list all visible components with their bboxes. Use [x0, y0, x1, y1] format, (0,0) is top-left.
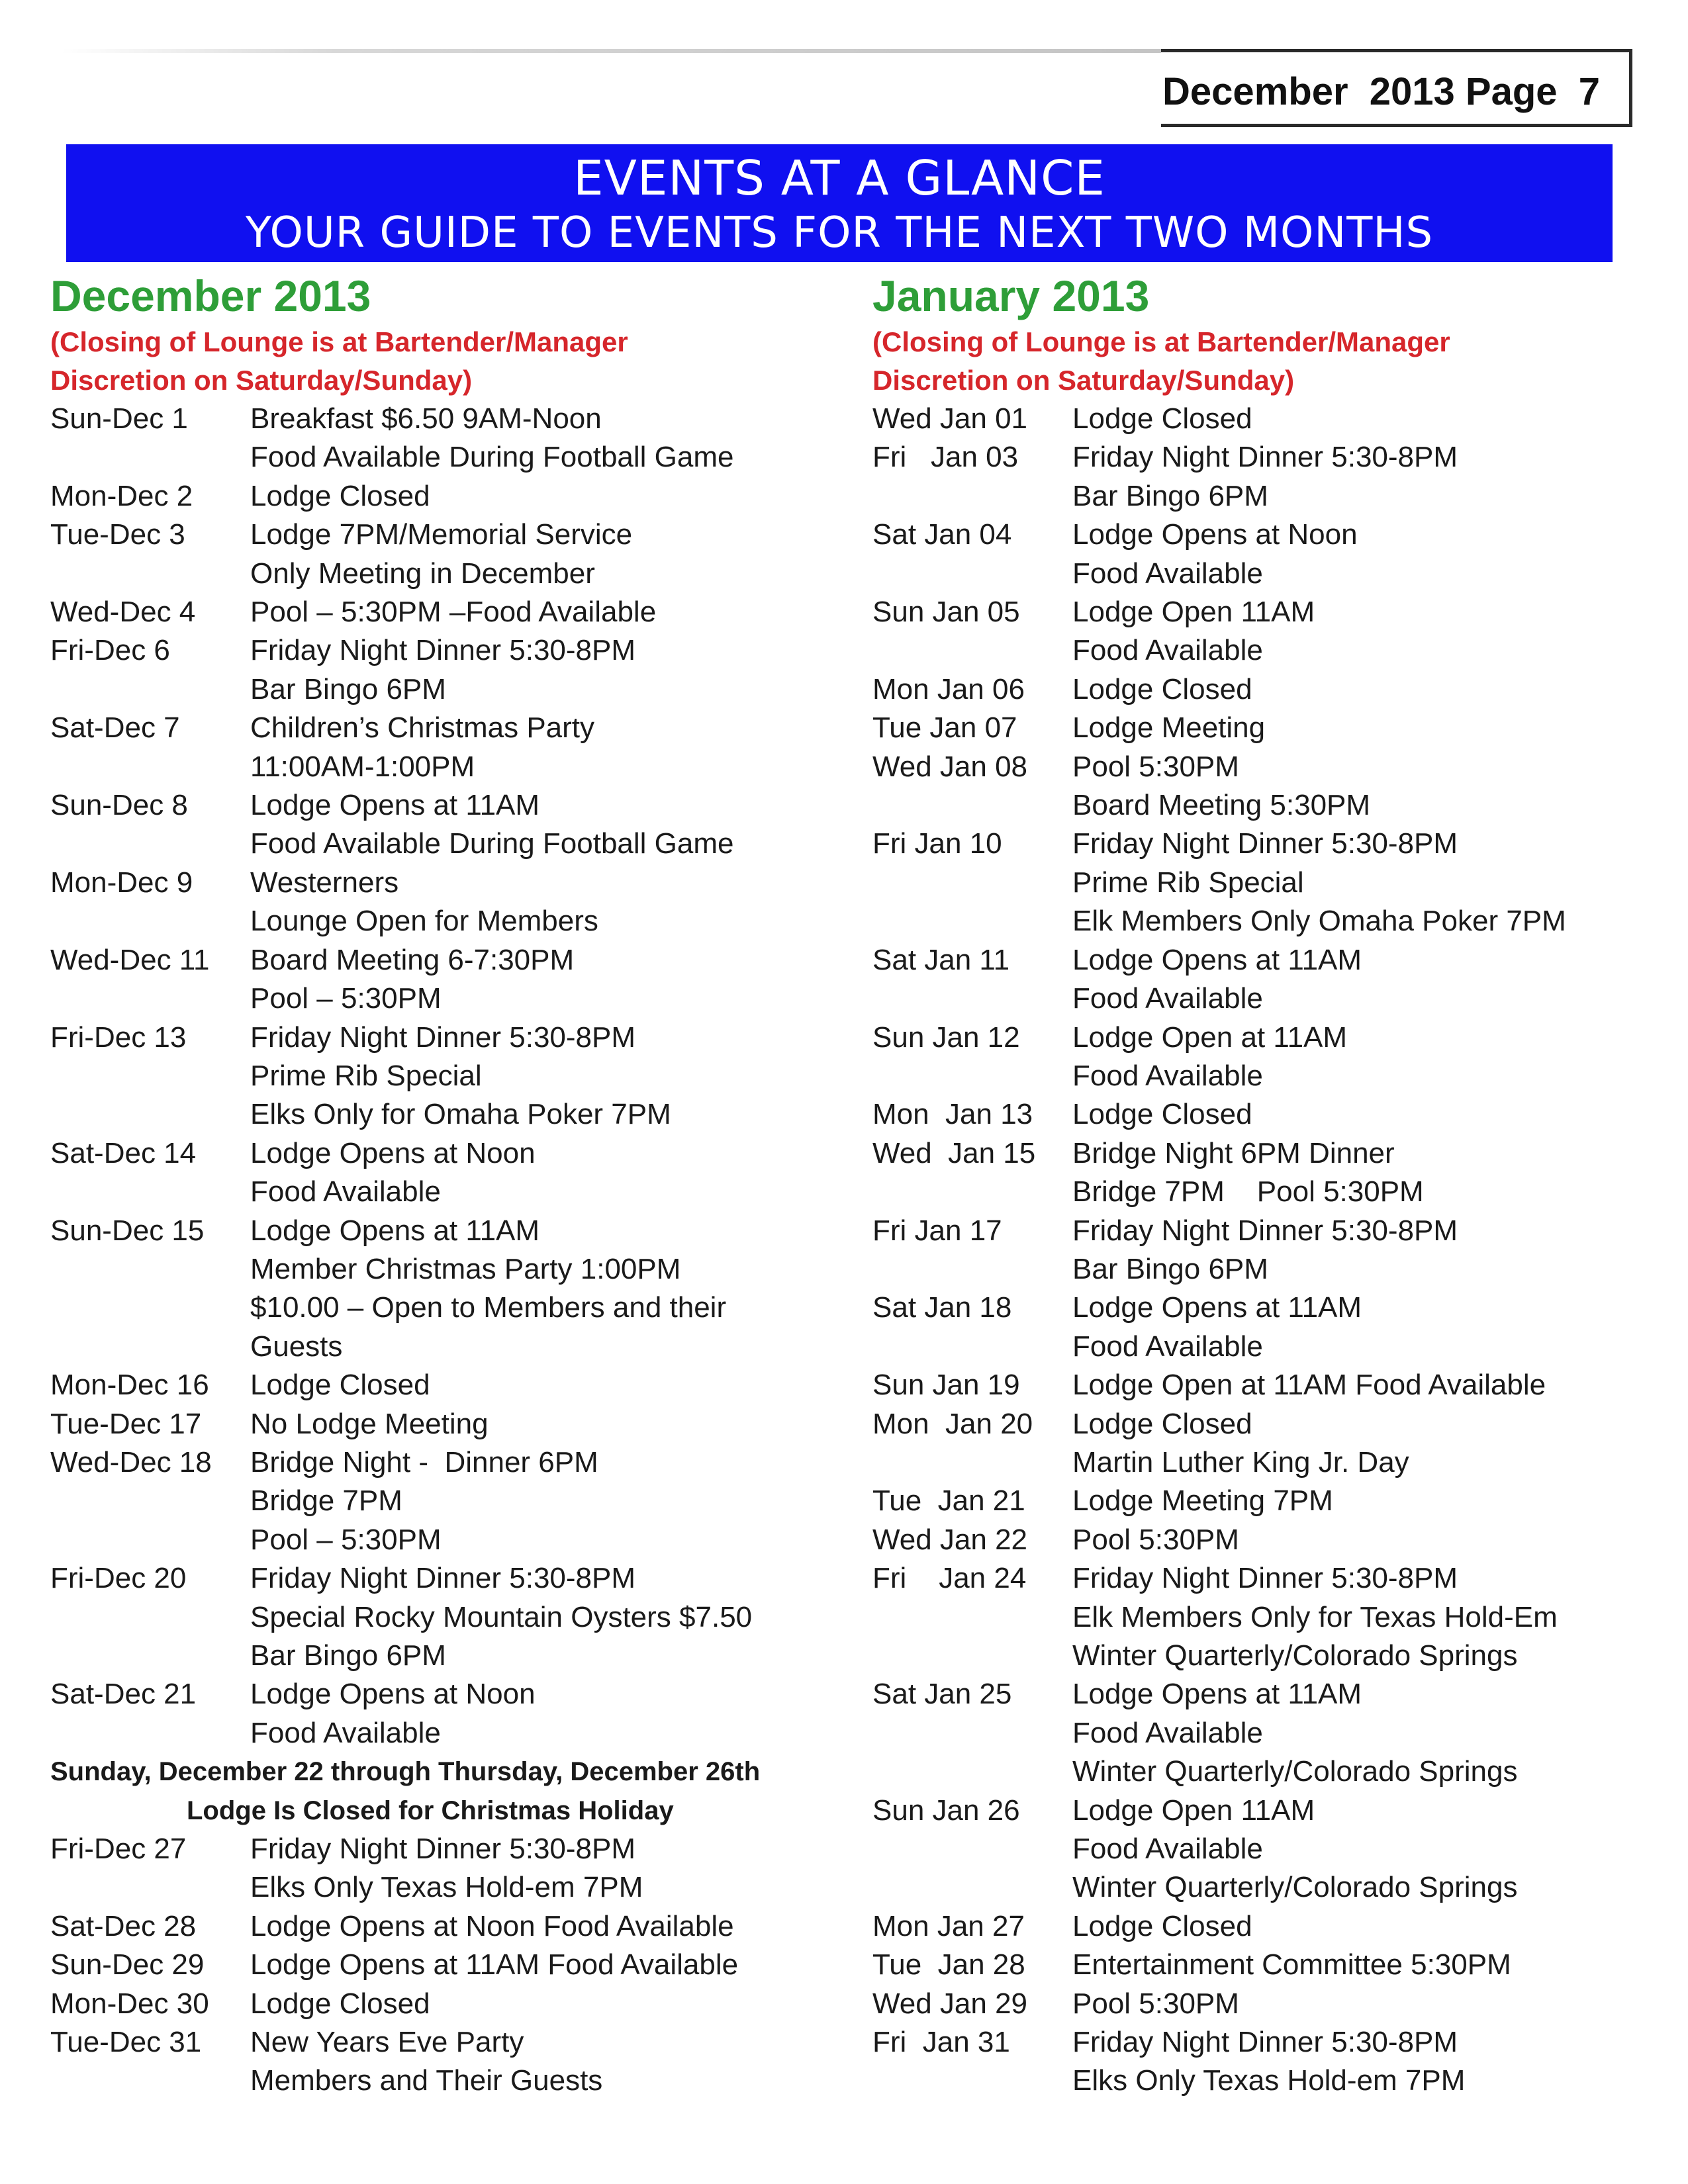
event-row — [50, 902, 812, 940]
event-row — [50, 1057, 812, 1095]
event-date: Tue-Dec 31 — [50, 2026, 202, 2059]
event-row — [50, 864, 812, 902]
event-description: Prime Rib Special — [1072, 866, 1304, 899]
event-description: Food Available — [250, 1175, 441, 1208]
event-date: Sat-Dec 7 — [50, 711, 180, 745]
event-description: Lodge Meeting — [1072, 711, 1266, 745]
event-date: Wed-Dec 11 — [50, 943, 210, 976]
event-description: Bridge 7PM Pool 5:30PM — [1072, 1175, 1424, 1208]
event-description: Members and Their Guests — [250, 2064, 603, 2097]
event-date — [50, 1598, 250, 1637]
event-date: Mon-Dec 16 — [50, 1369, 209, 1402]
january-column — [872, 262, 1634, 2101]
event-description: Lodge Closed — [1072, 1407, 1252, 1440]
event-description: Food Available — [1072, 1716, 1263, 1749]
event-description: Bridge Night - Dinner 6PM — [250, 1445, 598, 1479]
event-row — [50, 438, 812, 477]
events-banner — [66, 144, 1613, 262]
event-row — [872, 1173, 1634, 1211]
event-description: Friday Night Dinner 5:30-8PM — [250, 1833, 636, 1866]
event-description: Westerners — [250, 866, 399, 899]
event-description: Bridge Night 6PM Dinner — [1072, 1136, 1395, 1169]
event-date — [872, 1714, 1072, 1752]
event-date: Mon-Dec 9 — [50, 866, 193, 899]
event-description: Food Available — [1072, 1833, 1263, 1866]
event-row — [872, 825, 1634, 863]
event-description: Special Rocky Mountain Oysters $7.50 — [250, 1600, 753, 1633]
event-description: Lodge Closed — [250, 1369, 430, 1402]
december-closing-note-line-2: Discretion on Saturday/Sunday) — [50, 365, 473, 396]
event-date — [872, 1830, 1072, 1868]
event-row — [50, 1985, 812, 2023]
event-date — [872, 477, 1072, 516]
event-row — [872, 1366, 1634, 1404]
event-description: Pool – 5:30PM — [250, 982, 442, 1015]
event-description: Lodge Open at 11AM Food Available — [1072, 1369, 1546, 1402]
event-row — [872, 941, 1634, 979]
event-description: Lodge Opens at 11AM — [1072, 1678, 1362, 1711]
event-date — [50, 1095, 250, 1134]
event-row — [872, 593, 1634, 631]
event-date — [50, 438, 250, 477]
event-date: Tue-Dec 17 — [50, 1407, 202, 1440]
holiday-notice-dates: Sunday, December 22 through Thursday, December 26th — [50, 1757, 761, 1787]
event-description: Bridge 7PM — [250, 1484, 402, 1518]
event-description: Children’s Christmas Party — [250, 711, 595, 745]
event-row — [872, 786, 1634, 825]
event-description: Lodge Opens at Noon — [1072, 518, 1358, 551]
event-row — [50, 786, 812, 825]
event-date: Wed-Dec 4 — [50, 596, 196, 629]
event-date — [50, 825, 250, 863]
event-date: Fri-Dec 6 — [50, 634, 170, 667]
event-row — [872, 709, 1634, 747]
event-date: Fri Jan 03 — [872, 441, 1019, 474]
event-row — [50, 1173, 812, 1211]
event-date: Sun-Dec 1 — [50, 402, 188, 435]
event-row — [872, 1134, 1634, 1173]
event-row — [50, 1868, 812, 1907]
event-description: Lodge Closed — [1072, 672, 1252, 705]
event-row — [872, 1830, 1634, 1868]
event-description: Friday Night Dinner 5:30-8PM — [1072, 1214, 1458, 1247]
event-description: Friday Night Dinner 5:30-8PM — [250, 634, 636, 667]
event-description: Elk Members Only for Texas Hold-Em — [1072, 1600, 1558, 1633]
event-row — [872, 1675, 1634, 1713]
event-date: Mon Jan 20 — [872, 1407, 1033, 1440]
event-row — [50, 1675, 812, 1713]
event-date: Sat Jan 25 — [872, 1678, 1012, 1711]
event-date: Sat Jan 04 — [872, 518, 1012, 551]
event-description: Food Available — [1072, 634, 1263, 667]
event-date: Tue-Dec 3 — [50, 518, 185, 551]
event-description: Lodge Opens at Noon — [250, 1136, 536, 1169]
event-row — [872, 1946, 1634, 1984]
event-row — [872, 1868, 1634, 1907]
event-row — [50, 670, 812, 709]
event-row — [872, 1559, 1634, 1598]
event-date — [50, 1868, 250, 1907]
event-description: Breakfast $6.50 9AM-Noon — [250, 402, 602, 435]
event-date: Mon-Dec 30 — [50, 1987, 209, 2020]
event-description: Food Available During Football Game — [250, 441, 734, 474]
event-description: Board Meeting 6-7:30PM — [250, 943, 575, 976]
event-row — [50, 400, 812, 438]
event-date: Mon Jan 06 — [872, 672, 1025, 705]
event-row — [872, 477, 1634, 516]
event-date: Fri Jan 24 — [872, 1562, 1027, 1595]
event-date: Sat-Dec 21 — [50, 1678, 197, 1711]
event-description: Entertainment Committee 5:30PM — [1072, 1948, 1511, 1981]
event-date: Sun Jan 05 — [872, 596, 1020, 629]
event-row — [50, 555, 812, 593]
event-description: Guests — [250, 1330, 343, 1363]
event-description: Food Available — [1072, 557, 1263, 590]
event-date: Fri-Dec 13 — [50, 1021, 187, 1054]
event-description: Lodge Opens at 11AM — [1072, 943, 1362, 976]
event-row — [50, 593, 812, 631]
event-date — [872, 631, 1072, 670]
event-row — [50, 1907, 812, 1946]
event-row — [872, 2023, 1634, 2062]
event-row — [872, 1095, 1634, 1134]
event-date — [872, 1250, 1072, 1289]
event-row — [50, 1212, 812, 1250]
event-date — [872, 555, 1072, 593]
event-date — [872, 902, 1072, 940]
event-date — [50, 1521, 250, 1559]
event-row — [50, 1328, 812, 1366]
event-date — [50, 979, 250, 1018]
event-description: New Years Eve Party — [250, 2026, 524, 2059]
event-date: Sun-Dec 15 — [50, 1214, 205, 1247]
event-date — [872, 979, 1072, 1018]
event-description: Bar Bingo 6PM — [250, 1639, 446, 1672]
event-description: Lodge Closed — [250, 479, 430, 512]
event-description: Food Available — [1072, 982, 1263, 1015]
december-column — [50, 262, 812, 2101]
event-date: Fri-Dec 20 — [50, 1562, 187, 1595]
event-date — [50, 902, 250, 940]
event-date: Sun Jan 26 — [872, 1794, 1020, 1827]
event-date: Sun Jan 19 — [872, 1369, 1020, 1402]
event-row — [50, 1095, 812, 1134]
event-date — [50, 670, 250, 709]
event-date: Fri Jan 31 — [872, 2026, 1010, 2059]
event-row — [50, 1443, 812, 1482]
event-date — [872, 786, 1072, 825]
event-description: Food Available — [250, 1716, 441, 1749]
event-row — [50, 1559, 812, 1598]
event-date: Wed Jan 22 — [872, 1523, 1028, 1556]
event-date: Fri-Dec 27 — [50, 1833, 187, 1866]
event-date — [50, 748, 250, 786]
event-date: Sat Jan 18 — [872, 1291, 1012, 1324]
event-row — [872, 1250, 1634, 1289]
event-description: Friday Night Dinner 5:30-8PM — [1072, 1562, 1458, 1595]
event-date: Mon Jan 13 — [872, 1098, 1033, 1131]
event-description: Food Available During Football Game — [250, 827, 734, 860]
event-date — [50, 1057, 250, 1095]
event-row — [872, 2062, 1634, 2100]
event-date — [50, 1637, 250, 1675]
january-event-list — [872, 400, 1634, 2101]
top-rule — [61, 49, 1161, 53]
event-description: Friday Night Dinner 5:30-8PM — [1072, 827, 1458, 860]
event-date: Sun Jan 12 — [872, 1021, 1020, 1054]
event-row — [50, 1830, 812, 1868]
event-date — [872, 1057, 1072, 1095]
event-description: Lodge Meeting 7PM — [1072, 1484, 1333, 1518]
event-row — [50, 825, 812, 863]
event-description: Elks Only for Omaha Poker 7PM — [250, 1098, 671, 1131]
event-description: Elks Only Texas Hold-em 7PM — [1072, 2064, 1466, 2097]
event-row — [872, 1752, 1634, 1791]
december-closing-note-line-1: (Closing of Lounge is at Bartender/Manager — [50, 326, 628, 357]
event-date — [50, 555, 250, 593]
january-title: January 2013 — [872, 271, 1150, 320]
event-date: Tue Jan 21 — [872, 1484, 1025, 1518]
event-row — [872, 1598, 1634, 1637]
event-date — [872, 1328, 1072, 1366]
event-description: Lodge Opens at 11AM Food Available — [250, 1948, 739, 1981]
event-description: Food Available — [1072, 1059, 1263, 1092]
event-description: Elk Members Only Omaha Poker 7PM — [1072, 905, 1566, 938]
january-closing-note-line-1: (Closing of Lounge is at Bartender/Manager — [872, 326, 1450, 357]
event-row — [872, 1328, 1634, 1366]
event-description: Bar Bingo 6PM — [250, 672, 446, 705]
event-row — [872, 1289, 1634, 1327]
event-description: Lodge Opens at 11AM — [1072, 1291, 1362, 1324]
event-description: Winter Quarterly/Colorado Springs — [1072, 1871, 1518, 1904]
event-row — [872, 1443, 1634, 1482]
event-row — [872, 864, 1634, 902]
event-row — [50, 2062, 812, 2100]
event-description: Only Meeting in December — [250, 557, 595, 590]
event-date: Sun-Dec 8 — [50, 789, 188, 822]
page-number-label: December 2013 Page 7 — [1162, 70, 1600, 113]
event-row — [872, 1907, 1634, 1946]
holiday-notice-closed: Lodge Is Closed for Christmas Holiday — [187, 1796, 674, 1825]
event-row — [872, 902, 1634, 940]
event-date: Sun-Dec 29 — [50, 1948, 205, 1981]
event-date: Fri Jan 17 — [872, 1214, 1002, 1247]
event-row — [872, 400, 1634, 438]
event-description: Friday Night Dinner 5:30-8PM — [1072, 441, 1458, 474]
event-description: Pool 5:30PM — [1072, 1523, 1239, 1556]
january-closing-note-line-2: Discretion on Saturday/Sunday) — [872, 365, 1295, 396]
page-header-box — [1161, 49, 1632, 127]
event-row — [50, 941, 812, 979]
event-description: Lodge 7PM/Memorial Service — [250, 518, 633, 551]
event-description: Friday Night Dinner 5:30-8PM — [1072, 2026, 1458, 2059]
december-event-list — [50, 400, 812, 1752]
event-date: Sat-Dec 14 — [50, 1136, 197, 1169]
event-row — [872, 1714, 1634, 1752]
event-row — [50, 1598, 812, 1637]
event-row — [50, 1134, 812, 1173]
event-date — [50, 1289, 250, 1327]
event-row — [872, 555, 1634, 593]
event-row — [872, 748, 1634, 786]
event-description: No Lodge Meeting — [250, 1407, 489, 1440]
event-date — [50, 1250, 250, 1289]
event-description: Lodge Open 11AM — [1072, 1794, 1315, 1827]
event-row — [872, 516, 1634, 554]
event-description: 11:00AM-1:00PM — [250, 750, 475, 783]
event-description: Food Available — [1072, 1330, 1263, 1363]
event-date: Fri Jan 10 — [872, 827, 1002, 860]
december-event-list-late — [50, 1830, 812, 2101]
event-date — [50, 2062, 250, 2100]
event-date: Sat Jan 11 — [872, 943, 1010, 976]
event-date — [872, 1752, 1072, 1791]
event-row — [50, 1250, 812, 1289]
event-description: Friday Night Dinner 5:30-8PM — [250, 1562, 636, 1595]
event-row — [50, 1714, 812, 1752]
event-description: Prime Rib Special — [250, 1059, 482, 1092]
event-description: Friday Night Dinner 5:30-8PM — [250, 1021, 636, 1054]
event-row — [50, 477, 812, 516]
event-row — [50, 1405, 812, 1443]
event-description: Lodge Closed — [1072, 1098, 1252, 1131]
event-date: Wed-Dec 18 — [50, 1445, 212, 1479]
event-date — [872, 2062, 1072, 2100]
event-row — [872, 1019, 1634, 1057]
event-row — [872, 1792, 1634, 1830]
event-row — [50, 1366, 812, 1404]
event-description: Winter Quarterly/Colorado Springs — [1072, 1639, 1518, 1672]
event-date — [872, 1443, 1072, 1482]
event-description: Pool – 5:30PM — [250, 1523, 442, 1556]
banner-subtitle: YOUR GUIDE TO EVENTS FOR THE NEXT TWO MONTHS — [245, 208, 1434, 257]
event-description: Pool 5:30PM — [1072, 750, 1239, 783]
event-row — [872, 631, 1634, 670]
event-row — [872, 1521, 1634, 1559]
event-row — [50, 1637, 812, 1675]
event-description: Lodge Opens at 11AM — [250, 1214, 540, 1247]
event-row — [872, 1482, 1634, 1520]
event-description: Lodge Open at 11AM — [1072, 1021, 1348, 1054]
event-date — [50, 1714, 250, 1752]
event-description: Lodge Closed — [1072, 1909, 1252, 1942]
event-date — [50, 1482, 250, 1520]
event-row — [50, 2023, 812, 2062]
event-date: Wed Jan 29 — [872, 1987, 1028, 2020]
event-description: $10.00 – Open to Members and their — [250, 1291, 727, 1324]
event-description: Bar Bingo 6PM — [1072, 479, 1268, 512]
event-row — [50, 1019, 812, 1057]
event-row — [50, 979, 812, 1018]
event-date — [872, 1598, 1072, 1637]
event-row — [872, 670, 1634, 709]
event-row — [872, 979, 1634, 1018]
event-description: Elks Only Texas Hold-em 7PM — [250, 1871, 643, 1904]
event-row — [872, 1212, 1634, 1250]
event-row — [50, 1521, 812, 1559]
event-description: Lodge Opens at Noon — [250, 1678, 536, 1711]
event-description: Bar Bingo 6PM — [1072, 1252, 1268, 1285]
event-date: Wed Jan 08 — [872, 750, 1028, 783]
event-date: Tue Jan 07 — [872, 711, 1017, 745]
banner-title: EVENTS AT A GLANCE — [573, 150, 1105, 206]
event-description: Martin Luther King Jr. Day — [1072, 1445, 1409, 1479]
event-description: Pool – 5:30PM –Food Available — [250, 596, 657, 629]
event-row — [50, 631, 812, 670]
event-date — [50, 1328, 250, 1366]
event-date: Mon-Dec 2 — [50, 479, 193, 512]
event-row — [50, 1482, 812, 1520]
event-date — [872, 864, 1072, 902]
event-row — [872, 1985, 1634, 2023]
event-date: Wed Jan 15 — [872, 1136, 1036, 1169]
event-description: Lodge Closed — [1072, 402, 1252, 435]
event-row — [872, 1405, 1634, 1443]
event-date — [872, 1868, 1072, 1907]
event-description: Board Meeting 5:30PM — [1072, 789, 1371, 822]
event-row — [50, 1289, 812, 1327]
event-date: Tue Jan 28 — [872, 1948, 1025, 1981]
event-date — [50, 1173, 250, 1211]
event-description: Pool 5:30PM — [1072, 1987, 1239, 2020]
event-date: Sat-Dec 28 — [50, 1909, 197, 1942]
event-row — [872, 438, 1634, 477]
event-row — [50, 516, 812, 554]
event-date — [872, 1637, 1072, 1675]
event-description: Lodge Closed — [250, 1987, 430, 2020]
event-description: Lodge Opens at Noon Food Available — [250, 1909, 734, 1942]
event-description: Lodge Open 11AM — [1072, 596, 1315, 629]
event-date — [872, 1173, 1072, 1211]
event-row — [50, 748, 812, 786]
event-description: Lounge Open for Members — [250, 905, 598, 938]
event-date: Wed Jan 01 — [872, 402, 1028, 435]
event-row — [872, 1057, 1634, 1095]
event-row — [50, 709, 812, 747]
event-row — [872, 1637, 1634, 1675]
event-date: Mon Jan 27 — [872, 1909, 1025, 1942]
event-description: Member Christmas Party 1:00PM — [250, 1252, 681, 1285]
december-title: December 2013 — [50, 271, 371, 320]
event-description: Lodge Opens at 11AM — [250, 789, 540, 822]
event-description: Winter Quarterly/Colorado Springs — [1072, 1755, 1518, 1788]
event-row — [50, 1946, 812, 1984]
